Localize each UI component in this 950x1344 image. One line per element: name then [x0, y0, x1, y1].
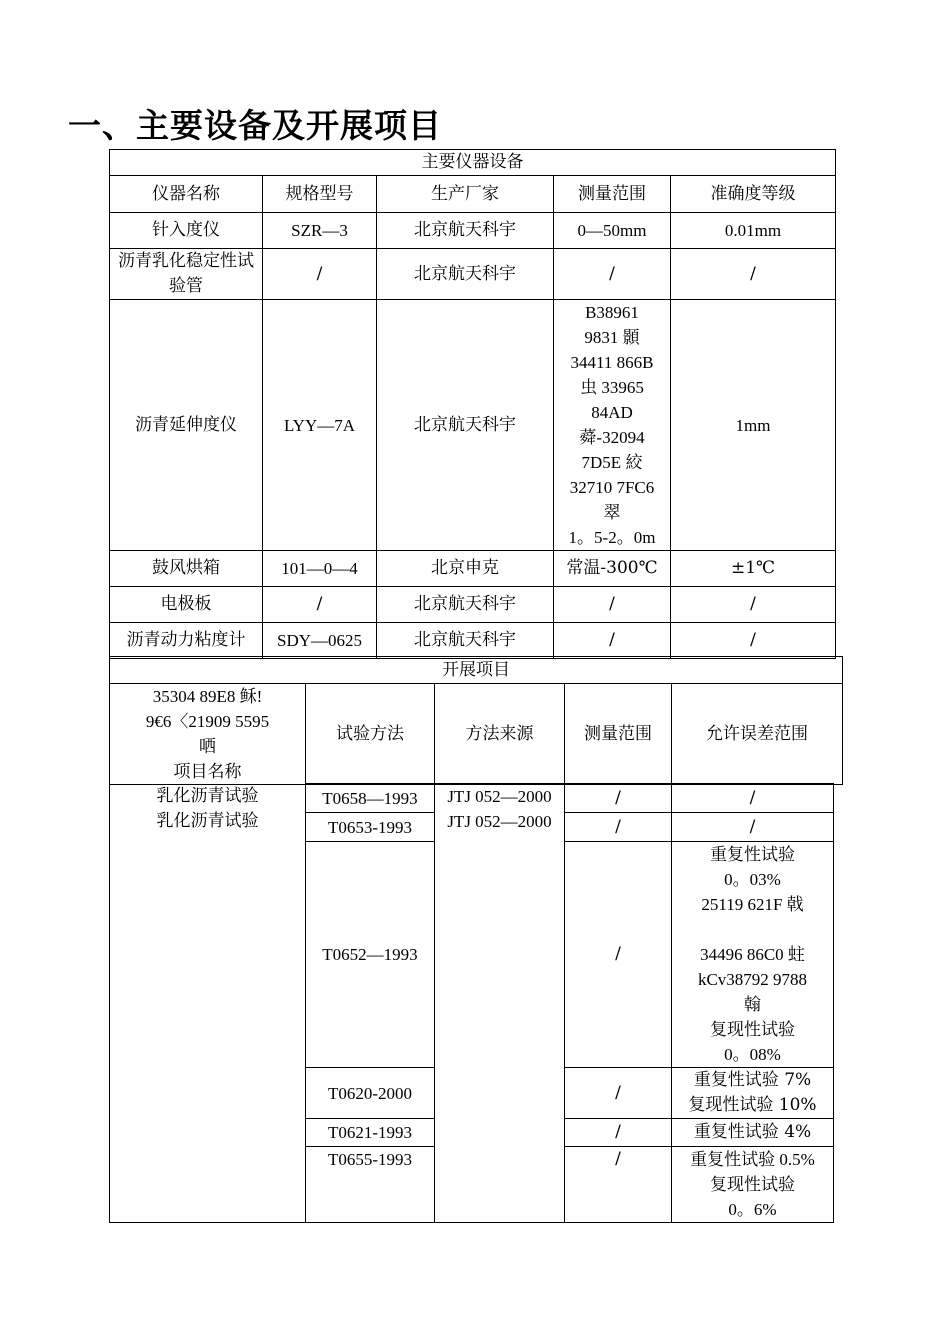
tolerance-line: 复现性试验 [710, 1020, 795, 1039]
instrument-maker: 北京航天科宇 [377, 300, 554, 551]
instrument-range [554, 300, 671, 551]
instrument-maker: 北京航天科宇 [377, 587, 554, 623]
header-method-source: 方法来源 [435, 684, 565, 785]
range-line: 翠 [603, 503, 621, 522]
header-measure-range: 测量范围 [565, 684, 672, 785]
tolerance-line: 0。08% [724, 1045, 781, 1064]
tolerance-line: 0。6% [728, 1200, 777, 1219]
instrument-name: 沥青动力粘度计 [110, 623, 263, 659]
test-method: T0621-1993 [306, 1119, 435, 1147]
tolerance-line: 复现性试验 [710, 1175, 795, 1194]
instrument-maker: 北京航天科宇 [377, 249, 554, 300]
table-row [110, 623, 836, 659]
project-name: 乳化沥青试验 [156, 810, 259, 831]
instrument-range: 常温-300℃ [554, 551, 671, 587]
tolerance-line: 0。03% [724, 870, 781, 889]
range-line: 7D5E 絞 [581, 453, 643, 472]
tolerance [672, 842, 834, 1068]
method-source: JTJ 052—2000 [447, 812, 552, 831]
instrument-maker: 北京航天科宇 [377, 623, 554, 659]
measure-range: / [565, 842, 672, 1068]
tolerance-line: kCv38792 9788 [697, 970, 808, 989]
header-test-method: 试验方法 [306, 684, 435, 785]
instrument-accuracy: / [671, 623, 836, 659]
instrument-name: 电极板 [110, 587, 263, 623]
tolerance-line: 25119 621F 戟 [701, 895, 804, 914]
header-manufacturer: 生产厂家 [377, 176, 554, 213]
instrument-range: / [554, 249, 671, 300]
method-source-cell [435, 784, 565, 1223]
header-line: 项目名称 [173, 762, 242, 781]
table-row [110, 551, 836, 587]
header-line: 35304 89E8 稣! [152, 687, 263, 706]
header-project-name [110, 684, 306, 785]
measure-range: / [565, 1147, 672, 1223]
tolerance-line: 重复性试验 [710, 845, 795, 864]
range-line: B38961 [585, 303, 639, 322]
instrument-model: / [263, 587, 377, 623]
instrument-range: 0—50mm [554, 213, 671, 249]
header-line: 哂 [199, 737, 216, 756]
tolerance [672, 1147, 834, 1223]
tolerance-line: 复现性试验 10% [688, 1095, 817, 1115]
project-name: 乳化沥青试验 [156, 785, 259, 806]
instrument-accuracy: / [671, 249, 836, 300]
range-line: 虫 33965 [580, 378, 644, 397]
test-method: T0658—1993 [306, 784, 435, 813]
instrument-range: / [554, 587, 671, 623]
instrument-maker: 北京航天科宇 [377, 213, 554, 249]
table-row [110, 249, 836, 300]
range-line: 蕣-32094 [579, 428, 645, 447]
tolerance-line: 重复性试验 0.5% [690, 1150, 815, 1169]
header-tolerance: 允许误差范围 [672, 684, 843, 785]
instrument-name: 鼓风烘箱 [110, 551, 263, 587]
page-heading: 一、主要设备及开展项目 [68, 106, 442, 145]
instrument-model: 101—0—4 [263, 551, 377, 587]
range-line: 9831 顥 [584, 328, 640, 347]
table-row [110, 587, 836, 623]
tolerance-line: 34496 86C0 蛀 [700, 945, 805, 964]
instrument-model: / [263, 249, 377, 300]
instrument-name: 针入度仪 [110, 213, 263, 249]
header-accuracy: 准确度等级 [671, 176, 836, 213]
projects-header-table [109, 656, 843, 785]
range-line: 84AD [591, 403, 633, 422]
tolerance: / [672, 784, 834, 813]
test-method: T0653-1993 [306, 813, 435, 842]
instrument-accuracy: / [671, 587, 836, 623]
instrument-accuracy: 1mm [671, 300, 836, 551]
projects-table [109, 783, 834, 1223]
project-name-cell [110, 784, 306, 1223]
measure-range: / [565, 784, 672, 813]
instrument-accuracy: 0.01mm [671, 213, 836, 249]
table-row [110, 300, 836, 551]
instrument-accuracy: ±1℃ [671, 551, 836, 587]
table-row [110, 213, 836, 249]
instrument-maker: 北京申克 [377, 551, 554, 587]
header-model: 规格型号 [263, 176, 377, 213]
tolerance: 重复性试验 4% [672, 1119, 834, 1147]
range-line: 34411 866B [570, 353, 654, 372]
tolerance [672, 1068, 834, 1119]
test-method: T0620-2000 [306, 1068, 435, 1119]
test-method: T0652—1993 [306, 842, 435, 1068]
method-source: JTJ 052—2000 [447, 787, 552, 806]
header-line: 9€6〈21909 5595 [145, 712, 270, 731]
test-method: T0655-1993 [306, 1147, 435, 1223]
projects-table-title: 开展项目 [110, 657, 843, 684]
instrument-model: SZR—3 [263, 213, 377, 249]
range-line: 1。5-2。0m [568, 528, 656, 547]
equipment-table-title: 主要仪器设备 [110, 150, 836, 176]
tolerance-line: 翰 [744, 995, 761, 1014]
range-line: 32710 7FC6 [569, 478, 655, 497]
header-instrument-name: 仪器名称 [110, 176, 263, 213]
tolerance-line: 重复性试验 7% [693, 1070, 812, 1090]
equipment-table [109, 149, 836, 659]
measure-range: / [565, 813, 672, 842]
measure-range: / [565, 1119, 672, 1147]
instrument-model: SDY—0625 [263, 623, 377, 659]
instrument-model: LYY—7A [263, 300, 377, 551]
measure-range: / [565, 1068, 672, 1119]
tolerance: / [672, 813, 834, 842]
header-range: 测量范围 [554, 176, 671, 213]
table-row [110, 784, 834, 813]
tolerance-line [675, 917, 830, 942]
instrument-range: / [554, 623, 671, 659]
instrument-name: 沥青乳化稳定性试验管 [110, 249, 263, 300]
instrument-name: 沥青延伸度仪 [110, 300, 263, 551]
